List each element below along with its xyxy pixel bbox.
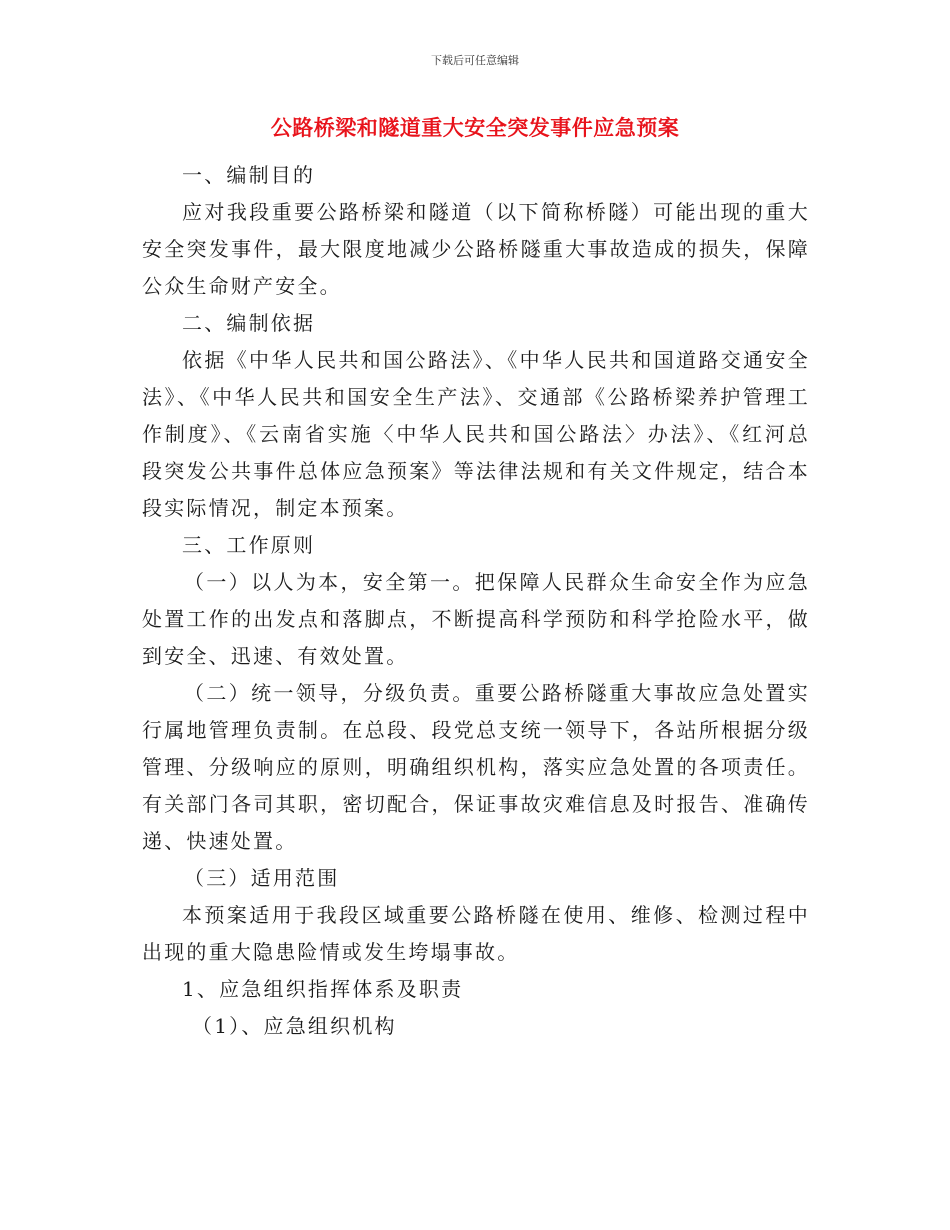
- document-body: [142, 157, 810, 1045]
- document-title: 公路桥梁和隧道重大安全突发事件应急预案: [270, 115, 680, 140]
- paragraph-principle-2: （二）统一领导，分级负责。重要公路桥隧重大事故应急处置实行属地管理负责制。在总段、段党总支统一领导下，各站所根据分级管理、分级响应的原则，明确组织机构，落实应急处置的各项责任。有关部门各司其职，密切配合，保证事故灾难信息及时报告、准确传递、快速处置。: [142, 681, 810, 853]
- section-heading-basis: 二、编制依据: [182, 311, 316, 335]
- subheading-organization: 1、应急组织指挥体系及职责: [182, 977, 464, 1001]
- subheading-emergency-agency: （1）、应急组织机构: [192, 1014, 397, 1038]
- section-heading-scope: （三）适用范围: [184, 866, 340, 890]
- paragraph-purpose: 应对我段重要公路桥梁和隧道（以下简称桥隧）可能出现的重大安全突发事件，最大限度地减少公路桥隧重大事故造成的损失，保障公众生命财产安全。: [142, 200, 810, 298]
- section-heading-principles: 三、工作原则: [182, 533, 316, 557]
- paragraph-scope: 本预案适用于我段区域重要公路桥隧在使用、维修、检测过程中出现的重大隐患险情或发生垮塌事故。: [142, 903, 810, 964]
- paragraph-principle-1: （一）以人为本，安全第一。把保障人民群众生命安全作为应急处置工作的出发点和落脚点，不断提高科学预防和科学抢险水平，做到安全、迅速、有效处置。: [142, 570, 810, 668]
- header-note: 下载后可任意编辑: [431, 54, 519, 67]
- section-heading-purpose: 一、编制目的: [182, 163, 316, 187]
- paragraph-basis: 依据《中华人民共和国公路法》、《中华人民共和国道路交通安全法》、《中华人民共和国安全生产法》、交通部《公路桥梁养护管理工作制度》、《云南省实施〈中华人民共和国公路法〉办法》、《红河总段突发公共事件总体应急预案》等法律法规和有关文件规定，结合本段实际情况，制定本预案。: [142, 348, 810, 520]
